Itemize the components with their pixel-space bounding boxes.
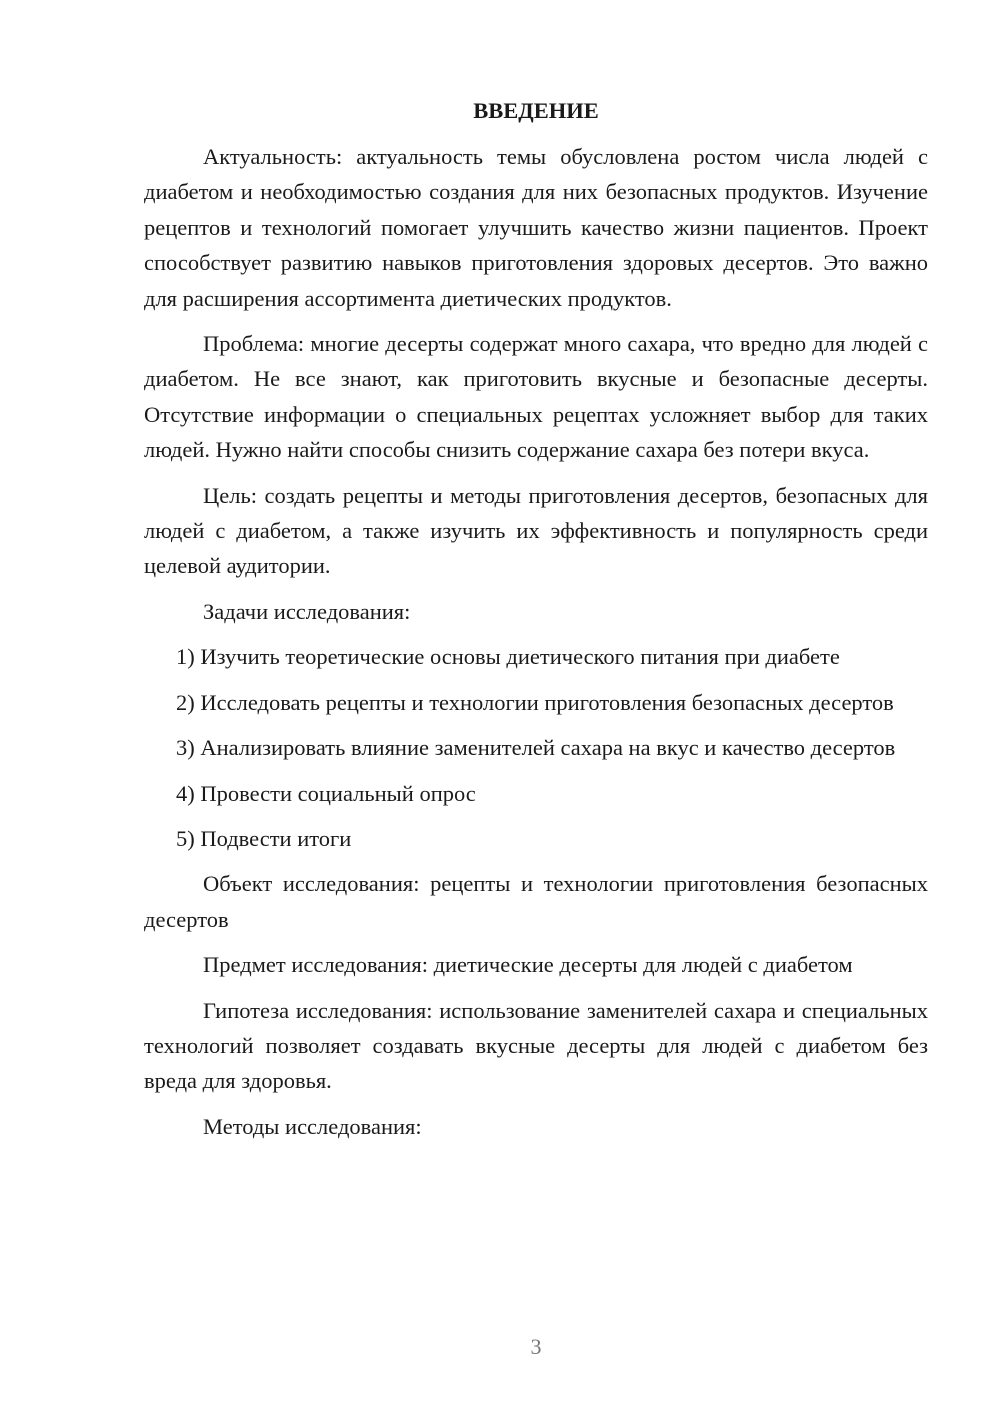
goal-paragraph: Цель: создать рецепты и методы приготовления десертов, безопасных для людей с диабетом, а также изучить их эффективность и популярность среди целевой аудитории.	[144, 482, 928, 579]
object-paragraph: Объект исследования: рецепты и технологии приготовления безопасных десертов	[144, 871, 928, 932]
task-item: 2) Исследовать рецепты и технологии приготовления безопасных десертов	[176, 689, 894, 715]
methods-heading: Методы исследования:	[203, 1113, 422, 1139]
page-content	[144, 93, 928, 1154]
task-item: 1) Изучить теоретические основы диетического питания при диабете	[176, 644, 840, 670]
tasks-heading: Задачи исследования:	[203, 598, 411, 624]
task-item: 3) Анализировать влияние заменителей сахара на вкус и качество десертов	[176, 735, 896, 761]
task-item: 4) Провести социальный опрос	[176, 780, 476, 806]
task-item: 5) Подвести итоги	[176, 825, 352, 851]
subject-paragraph: Предмет исследования: диетические десерты для людей с диабетом	[203, 952, 853, 978]
relevance-paragraph: Актуальность: актуальность темы обусловлена ростом числа людей с диабетом и необходимостью создания для них безопасных продуктов. Изучение рецептов и технологий помогает улучшить качество жизни пациентов. Проект способствует развитию навыков приготовления здоровых десертов. Это важно для расширения ассортимента диетических продуктов.	[144, 144, 928, 311]
hypothesis-paragraph: Гипотеза исследования: использование заменителей сахара и специальных технологий позволяет создавать вкусные десерты для людей с диабетом без вреда для здоровья.	[144, 997, 928, 1094]
section-title: ВВЕДЕНИЕ	[473, 98, 599, 123]
page-number: 3	[530, 1334, 542, 1359]
problem-paragraph: Проблема: многие десерты содержат много сахара, что вредно для людей с диабетом. Не все знают, как приготовить вкусные и безопасные десерты. Отсутствие информации о специальных рецептах усложняет выбор для таких людей. Нужно найти способы снизить содержание сахара без потери вкуса.	[144, 331, 928, 463]
